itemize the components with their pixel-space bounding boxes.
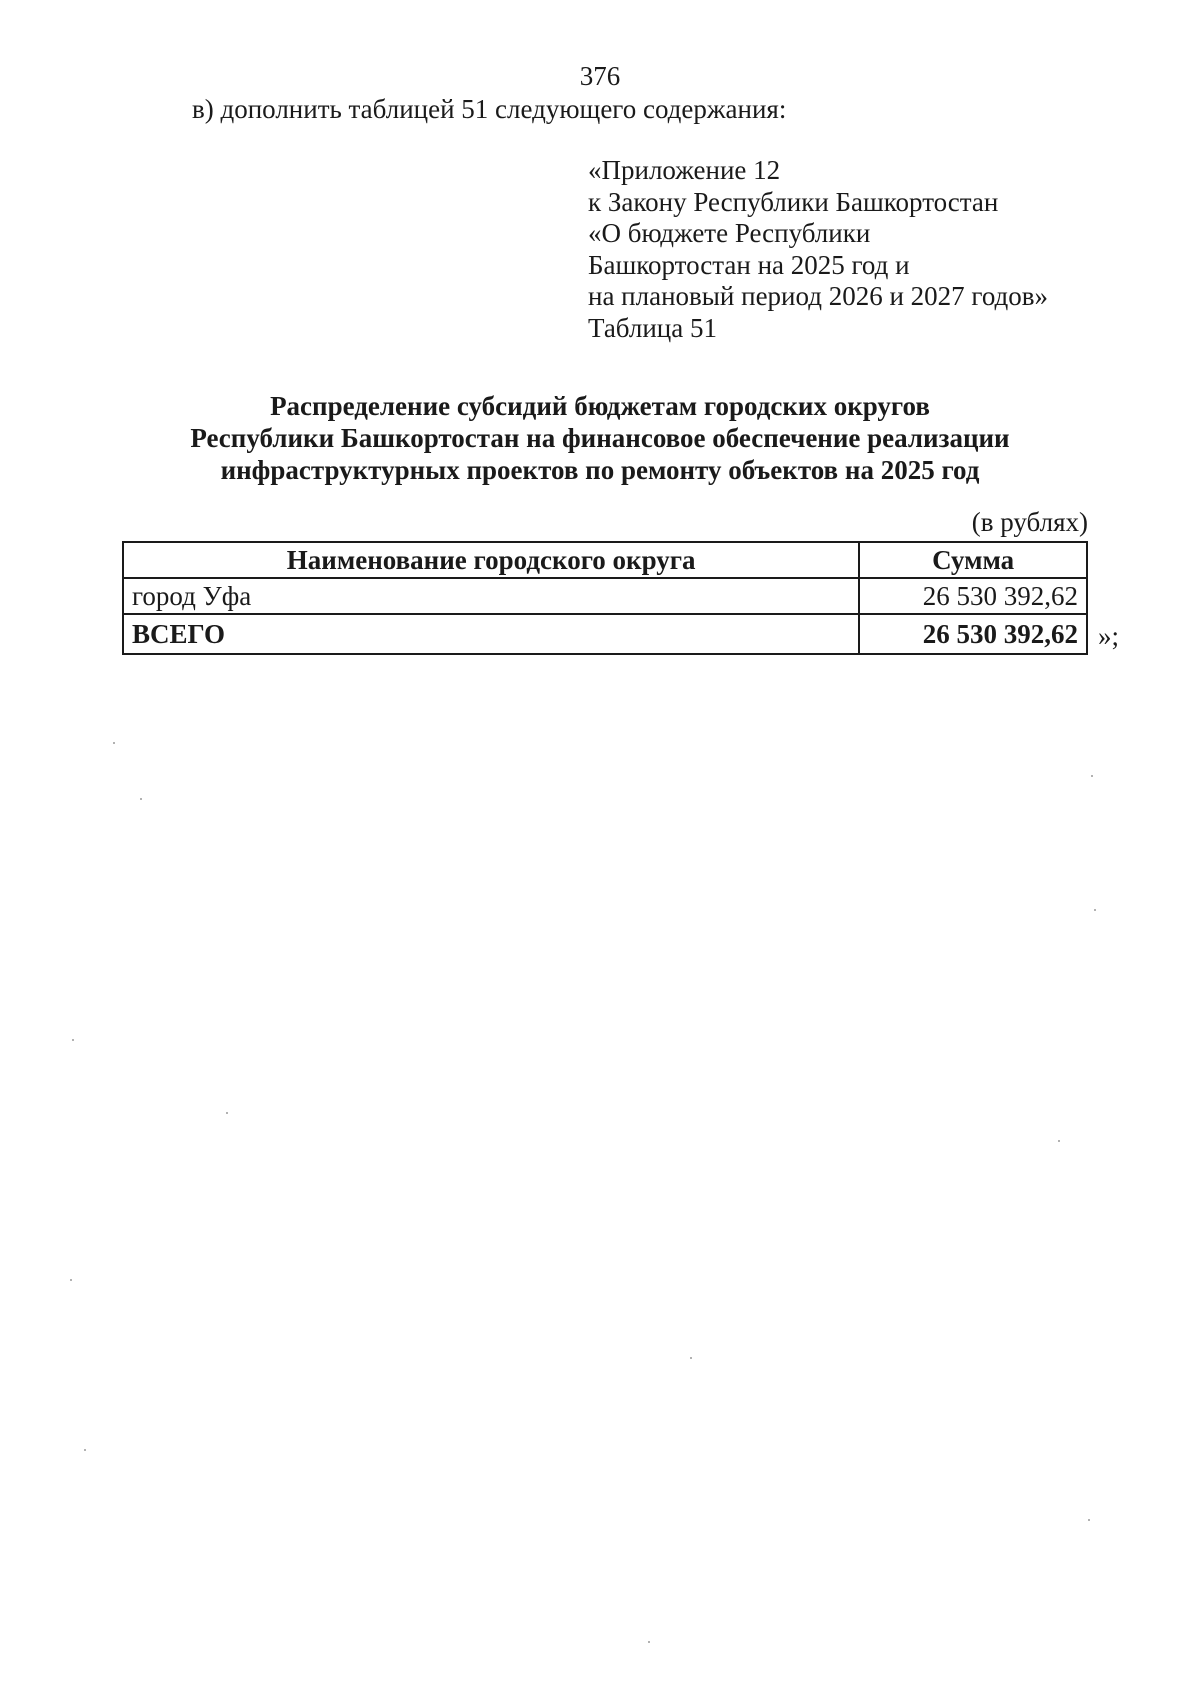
page-number: 376 [579, 61, 621, 91]
appendix-line: «Приложение 12 [588, 155, 781, 185]
closing-quote: »; [1098, 621, 1120, 651]
header-district-name: Наименование городского округа [123, 542, 859, 578]
appendix-line: к Закону Республики Башкортостан [588, 186, 999, 217]
subsidy-table [122, 541, 1088, 655]
appendix-reference [588, 155, 1048, 344]
scan-speck [1088, 1519, 1090, 1521]
total-row [123, 614, 1087, 654]
scan-speck [113, 742, 115, 744]
appendix-line: на плановый период 2026 и 2027 годов» [588, 281, 1049, 311]
table-header-row [123, 542, 1087, 578]
amount-cell: 26 530 392,62 [859, 578, 1087, 614]
scan-speck [1094, 909, 1096, 911]
scan-speck [648, 1641, 650, 1643]
scan-speck [690, 1357, 692, 1359]
total-amount-cell: 26 530 392,62 [859, 614, 1087, 654]
table-row [123, 578, 1087, 614]
title-line: Республики Башкортостан на финансовое обеспечение реализации [190, 423, 1010, 453]
scan-speck [226, 1112, 228, 1114]
scan-speck [140, 798, 142, 800]
scan-speck [70, 1279, 72, 1281]
units-note: (в рублях) [971, 507, 1088, 537]
scan-speck [72, 1039, 74, 1041]
total-label-cell: ВСЕГО [123, 614, 859, 654]
scan-speck [1058, 1140, 1060, 1142]
title-line: Распределение субсидий бюджетам городских округов [270, 391, 930, 421]
document-title [0, 390, 1200, 486]
appendix-line: «О бюджете Республики [588, 218, 871, 248]
scan-speck [1091, 775, 1093, 777]
table-number: Таблица 51 [588, 312, 717, 343]
intro-text: в) дополнить таблицей 51 следующего содержания: [192, 94, 787, 124]
scan-speck [84, 1449, 86, 1451]
appendix-line: Башкортостан на 2025 год и [588, 249, 910, 280]
district-name-cell: город Уфа [123, 578, 859, 614]
title-line: инфраструктурных проектов по ремонту объектов на 2025 год [220, 455, 980, 485]
header-amount: Сумма [859, 542, 1087, 578]
